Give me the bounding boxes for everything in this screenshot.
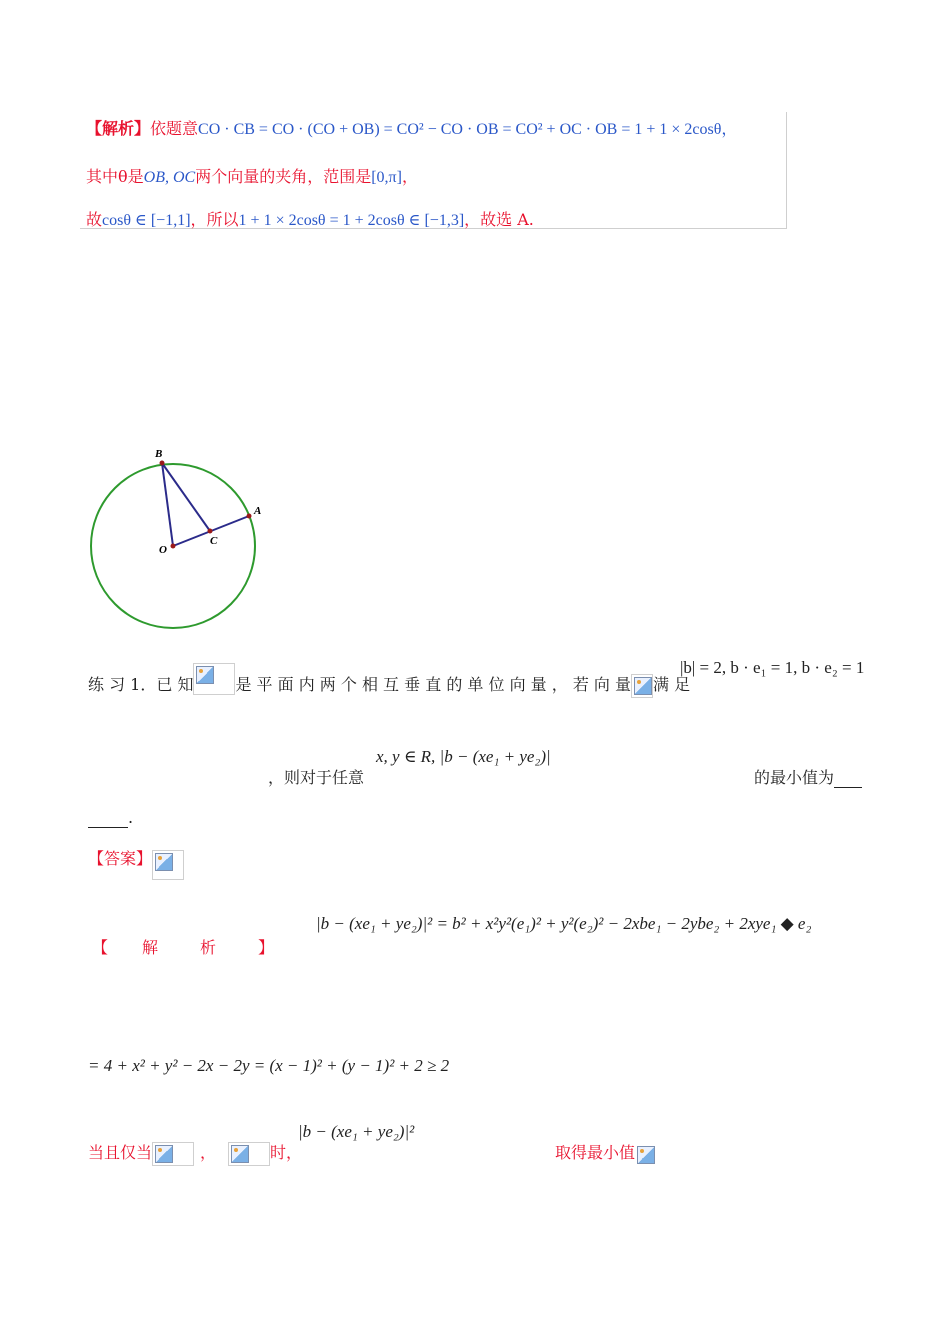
broken-image-icon (228, 1142, 270, 1166)
exercise-line-3: . (88, 808, 133, 828)
broken-image-icon (631, 674, 653, 698)
exercise-mid: 是 平 面 内 两 个 相 互 垂 直 的 单 位 向 量 ， 若 向 量 (235, 675, 632, 694)
exercise-condition: |b| = 2, b · e₁ = 1, b · e₂ = 1 (680, 658, 865, 677)
point-a (247, 514, 252, 519)
analysis-condition-line: 当且仅当 ， 时， (88, 1140, 302, 1166)
analysis-condition-formula: |b − (xe₁ + ye₂)|² (298, 1122, 415, 1141)
broken-image-icon (152, 850, 184, 880)
label-c: C (210, 535, 218, 547)
point-c (208, 529, 213, 534)
broken-image-icon (635, 1144, 653, 1164)
circle-figure (80, 440, 280, 640)
answer-blank (834, 768, 862, 788)
solution-label: 【解析】 (86, 119, 151, 138)
solution-line-3: 故cosθ ∈ [−1,1]，所以1 + 1 × 2cosθ = 1 + 2cosθ ∈ [−1,3]，故选 A. (86, 210, 534, 229)
broken-image-icon (152, 1142, 194, 1166)
exercise-suffix: 满 足 (653, 675, 691, 694)
broken-image-icon (193, 663, 235, 695)
solution-formula-1: CO · CB = CO · (CO + OB) = CO² − CO · OB = CO² + OC · OB = 1 + 1 × 2cosθ， (198, 121, 738, 138)
point-o (171, 544, 176, 549)
exercise-line-1 (88, 672, 690, 698)
label-b: B (155, 448, 163, 460)
solution-line-1: 【解析】依题意CO · CB = CO · (CO + OB) = CO² − CO · OB = CO² + OC · OB = 1 + 1 × 2cosθ， (86, 119, 738, 138)
analysis-formula-2: = 4 + x² + y² − 2x − 2y = (x − 1)² + (y − 1)² + 2 ≥ 2 (88, 1056, 450, 1075)
point-b (160, 461, 165, 466)
answer-label: 【答案】 (88, 849, 153, 868)
exercise-prefix: 练 习 1．已 知 (88, 675, 194, 694)
analysis-label: 【 解 析 】 (92, 938, 275, 957)
label-a: A (254, 505, 262, 517)
exercise-min-value: 的最小值为 (754, 765, 862, 788)
answer-blank-continued (88, 808, 128, 828)
exercise-line-2: ，则对于任意 (268, 768, 365, 787)
label-o: O (159, 544, 167, 556)
analysis-formula-1: |b − (xe₁ + ye₂)|² = b² + x²y²(e₁)² + y²(e₂)² − 2xbe₁ − 2ybe₂ + 2xye₁ ◆ e₂ (316, 914, 812, 933)
solution-line-2: 其中θ是OB, OC两个向量的夹角，范围是[0,π]， (86, 167, 418, 186)
analysis-condition-end: 取得最小值 (555, 1140, 653, 1164)
exercise-formula-2: x, y ∈ R, |b − (xe₁ + ye₂)| (376, 747, 551, 766)
